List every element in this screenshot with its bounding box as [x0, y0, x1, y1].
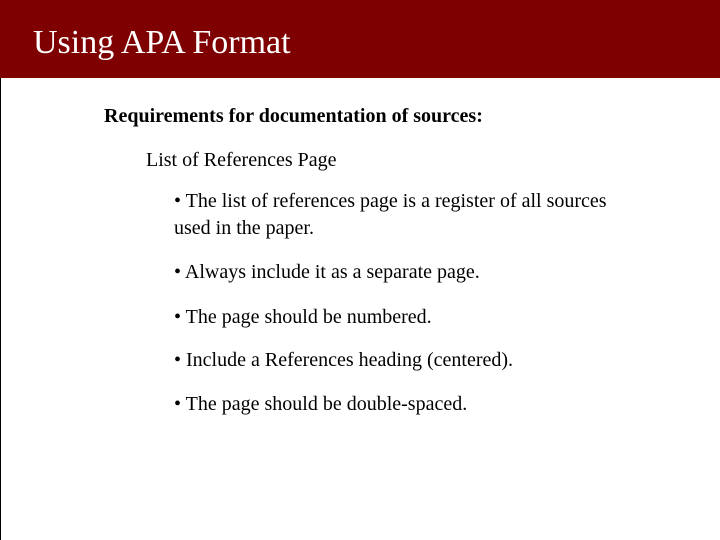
- left-border-line: [0, 78, 1, 540]
- bullet-item: • The page should be double-spaced.: [174, 393, 468, 415]
- section-subheading: List of References Page: [146, 149, 337, 171]
- bullet-item: • Include a References heading (centered).: [174, 349, 514, 371]
- section-heading: Requirements for documentation of sources:: [104, 105, 483, 127]
- title-bar: [0, 0, 720, 78]
- slide-title: Using APA Format: [33, 24, 291, 61]
- bullet-item: • The page should be numbered.: [174, 306, 432, 328]
- bullet-item: • Always include it as a separate page.: [174, 261, 480, 283]
- bullet-item: • The list of references page is a register of all sources used in the paper.: [174, 190, 607, 239]
